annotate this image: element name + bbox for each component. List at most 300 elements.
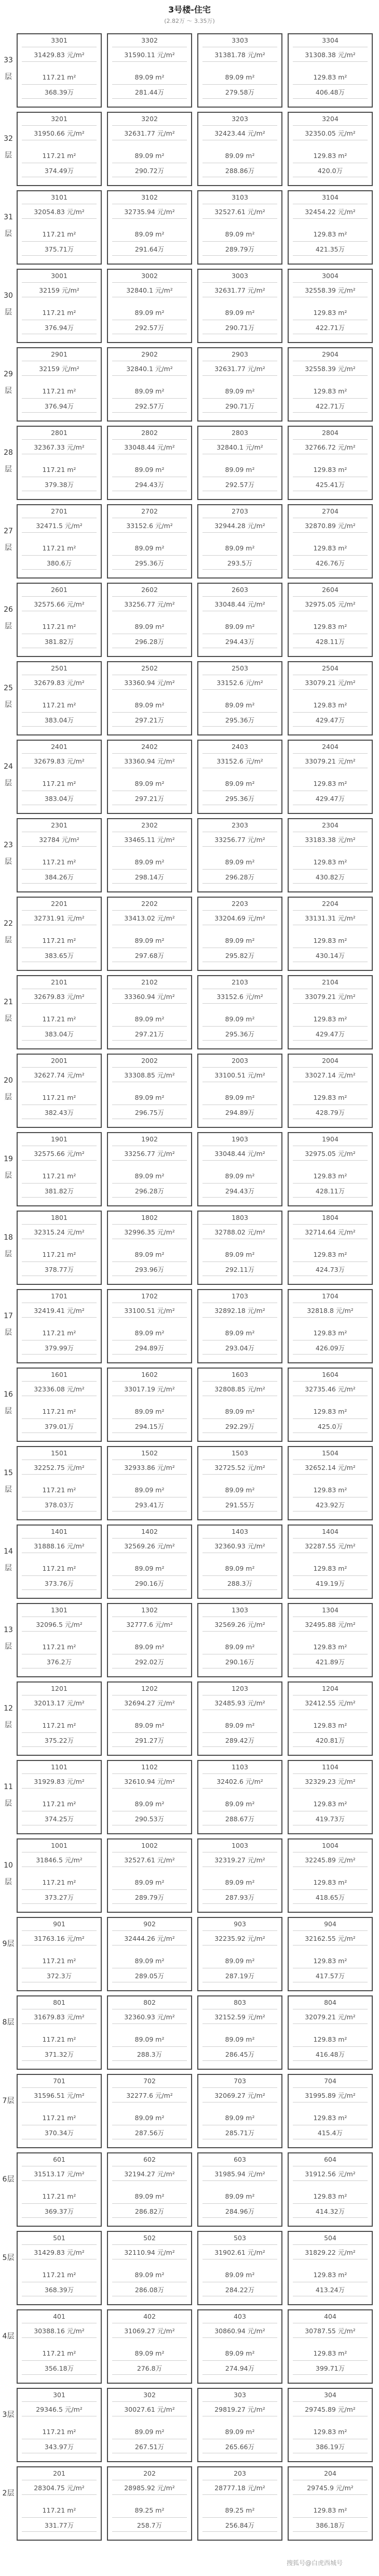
unit-price-per-sqm: 31381.78 元/m² — [214, 51, 265, 59]
cell-divider — [293, 1026, 368, 1027]
unit-number: 1404 — [322, 1528, 339, 1535]
unit-cell — [17, 2152, 102, 2227]
cell-divider — [22, 1418, 97, 1419]
cell-divider — [202, 125, 277, 126]
cell-divider — [112, 1474, 187, 1475]
cell-divider — [112, 1945, 187, 1946]
unit-cell — [288, 740, 373, 814]
unit-price-per-sqm: 33360.94 元/m² — [124, 679, 175, 687]
unit-number: 202 — [143, 2469, 156, 2477]
unit-cell — [288, 190, 373, 265]
unit-price-per-sqm: 32610.94 元/m² — [124, 1778, 175, 1785]
cell-divider — [22, 869, 97, 870]
cell-divider — [202, 439, 277, 440]
cell-divider — [293, 84, 368, 85]
unit-price-per-sqm: 32252.75 元/m² — [34, 1464, 85, 1471]
unit-price-per-sqm: 28985.92 元/m² — [124, 2484, 175, 2492]
unit-cell — [288, 1132, 373, 1206]
unit-area: 129.83 m² — [313, 2428, 347, 2436]
unit-cell — [197, 2309, 282, 2384]
unit-price-per-sqm: 32471.5 元/m² — [36, 522, 83, 530]
unit-total-price: 292.57万 — [134, 402, 165, 410]
unit-number: 1904 — [322, 1135, 339, 1143]
cell-divider — [202, 2217, 277, 2218]
unit-total-price: 426.09万 — [315, 1344, 345, 1352]
unit-area: 89.09 m² — [225, 1172, 255, 1180]
cell-divider — [293, 98, 368, 99]
cell-divider — [293, 1511, 368, 1512]
unit-total-price: 374.49万 — [44, 167, 74, 175]
unit-total-price: 428.79万 — [315, 1109, 345, 1116]
cell-divider — [202, 218, 277, 219]
unit-price-per-sqm: 33048.44 元/m² — [214, 1150, 265, 1158]
unit-total-price: 373.27万 — [44, 1894, 74, 1901]
unit-cell — [288, 1289, 373, 1363]
unit-total-price: 294.89万 — [225, 1109, 255, 1116]
cell-divider — [112, 726, 187, 727]
cell-divider — [112, 218, 187, 219]
unit-area: 129.83 m² — [313, 1878, 347, 1886]
unit-total-price: 293.96万 — [134, 1266, 165, 1273]
floor-row — [0, 1601, 379, 1679]
cell-divider — [202, 241, 277, 242]
unit-number: 2403 — [232, 743, 248, 751]
unit-area: 89.09 m² — [225, 387, 255, 395]
floor-label: 20层 — [4, 1076, 13, 1101]
unit-price-per-sqm: 32575.66 元/m² — [34, 600, 85, 608]
unit-total-price: 373.76万 — [44, 1580, 74, 1587]
unit-total-price: 374.25万 — [44, 1815, 74, 1823]
unit-area: 89.09 m² — [134, 387, 165, 395]
unit-area: 89.09 m² — [225, 1721, 255, 1729]
unit-price-per-sqm: 33079.21 元/m² — [305, 757, 356, 765]
unit-cell — [17, 33, 102, 108]
unit-area: 89.09 m² — [225, 623, 255, 630]
floor-label: 31层 — [4, 213, 13, 238]
floor-label: 22层 — [4, 919, 13, 944]
unit-number: 2603 — [232, 586, 248, 594]
unit-area: 89.09 m² — [225, 1486, 255, 1494]
unit-price-per-sqm: 32367.33 元/m² — [34, 443, 85, 451]
unit-price-per-sqm: 31069.27 元/m² — [124, 2327, 175, 2335]
unit-area: 89.09 m² — [134, 1015, 165, 1023]
unit-area: 89.09 m² — [225, 937, 255, 944]
unit-total-price: 279.58万 — [225, 88, 255, 96]
unit-number: 1901 — [51, 1135, 67, 1143]
unit-price-per-sqm: 32054.83 元/m² — [34, 208, 85, 216]
cell-divider — [293, 846, 368, 847]
floor-row — [0, 2386, 379, 2464]
unit-area: 89.09 m² — [225, 1015, 255, 1023]
unit-total-price: 429.47万 — [315, 716, 345, 724]
unit-area: 117.21 m² — [42, 2506, 76, 2514]
unit-price-per-sqm: 32694.27 元/m² — [124, 1699, 175, 1707]
page-title: 3号楼-住宅 — [168, 5, 211, 15]
unit-price-per-sqm: 32735.94 元/m² — [124, 208, 175, 216]
unit-area: 129.83 m² — [313, 2506, 347, 2514]
unit-area: 117.21 m² — [42, 2035, 76, 2043]
unit-number: 702 — [143, 2077, 156, 2085]
unit-area: 129.83 m² — [313, 73, 347, 81]
unit-total-price: 290.16万 — [225, 1658, 255, 1666]
unit-price-per-sqm: 30027.61 元/m² — [124, 2406, 175, 2413]
unit-total-price: 287.19万 — [225, 1972, 255, 1980]
unit-price-per-sqm: 30787.55 元/m² — [305, 2327, 356, 2335]
unit-total-price: 290.71万 — [225, 324, 255, 332]
cell-divider — [112, 2531, 187, 2532]
unit-number: 2104 — [322, 978, 339, 986]
unit-number: 1503 — [232, 1449, 248, 1457]
unit-number: 1104 — [322, 1763, 339, 1771]
unit-cell — [197, 112, 282, 186]
unit-price-per-sqm: 31929.83 元/m² — [34, 1778, 85, 1785]
unit-area: 89.25 m² — [134, 2506, 165, 2514]
unit-area: 129.83 m² — [313, 2271, 347, 2279]
unit-price-per-sqm: 32784 元/m² — [39, 836, 79, 844]
unit-price-per-sqm: 31829.22 元/m² — [305, 2249, 356, 2256]
unit-number: 3304 — [322, 36, 339, 44]
unit-number: 2404 — [322, 743, 339, 751]
cell-divider — [202, 2244, 277, 2245]
unit-total-price: 291.27万 — [134, 1737, 165, 1744]
unit-cell — [197, 2466, 282, 2541]
cell-divider — [22, 2360, 97, 2361]
cell-divider — [202, 375, 277, 376]
cell-divider — [112, 689, 187, 690]
unit-number: 3104 — [322, 193, 339, 201]
unit-total-price: 284.96万 — [225, 2207, 255, 2215]
cell-divider — [22, 1354, 97, 1355]
unit-price-per-sqm: 32412.55 元/m² — [305, 1699, 356, 1707]
unit-total-price: 421.35万 — [315, 245, 345, 253]
unit-area: 129.83 m² — [313, 1721, 347, 1729]
unit-area: 89.09 m² — [225, 1251, 255, 1258]
unit-number: 602 — [143, 2156, 156, 2163]
unit-number: 2903 — [232, 350, 248, 358]
unit-cell — [107, 1681, 192, 1756]
unit-number: 3202 — [141, 115, 158, 123]
unit-area: 89.09 m² — [225, 2035, 255, 2043]
unit-total-price: 293.04万 — [225, 1344, 255, 1352]
cell-divider — [293, 1183, 368, 1184]
unit-total-price: 281.44万 — [134, 88, 165, 96]
unit-cell — [197, 1211, 282, 1285]
unit-number: 204 — [324, 2469, 336, 2477]
floor-label: 15层 — [4, 1469, 13, 1494]
unit-area: 89.09 m² — [225, 1408, 255, 1415]
unit-total-price: 291.64万 — [134, 245, 165, 253]
cell-divider — [22, 2531, 97, 2532]
unit-number: 804 — [324, 1999, 336, 2006]
unit-cell — [288, 1760, 373, 1834]
unit-cell — [288, 1838, 373, 1913]
cell-divider — [293, 1474, 368, 1475]
unit-total-price: 384.26万 — [44, 873, 74, 881]
unit-area: 89.09 m² — [225, 858, 255, 866]
unit-cell — [288, 2309, 373, 2384]
unit-area: 89.09 m² — [134, 1408, 165, 1415]
floor-row — [0, 345, 379, 424]
unit-price-per-sqm: 32631.77 元/m² — [214, 286, 265, 294]
unit-area: 89.09 m² — [134, 1565, 165, 1572]
cell-divider — [22, 910, 97, 911]
unit-area: 129.83 m² — [313, 701, 347, 709]
unit-area: 117.21 m² — [42, 2428, 76, 2436]
unit-price-per-sqm: 32419.41 元/m² — [34, 1307, 85, 1315]
unit-number: 604 — [324, 2156, 336, 2163]
unit-area: 129.83 m² — [313, 387, 347, 395]
unit-total-price: 293.5万 — [227, 559, 253, 567]
unit-total-price: 380.6万 — [46, 559, 72, 567]
unit-cell — [197, 1368, 282, 1442]
unit-area: 117.21 m² — [42, 1251, 76, 1258]
cell-divider — [22, 1183, 97, 1184]
unit-total-price: 386.18万 — [315, 2521, 345, 2529]
unit-price-per-sqm: 32840.1 元/m² — [126, 365, 173, 373]
cell-divider — [293, 2023, 368, 2024]
unit-total-price: 428.11万 — [315, 1187, 345, 1195]
unit-number: 603 — [234, 2156, 246, 2163]
unit-area: 89.09 m² — [134, 1329, 165, 1337]
cell-divider — [293, 2087, 368, 2088]
unit-number: 2401 — [51, 743, 67, 751]
unit-total-price: 379.99万 — [44, 1344, 74, 1352]
unit-cell — [288, 1524, 373, 1599]
unit-area: 89.09 m² — [225, 152, 255, 160]
unit-number: 701 — [53, 2077, 65, 2085]
unit-cell — [107, 1132, 192, 1206]
unit-total-price: 420.81万 — [315, 1737, 345, 1744]
cell-divider — [202, 689, 277, 690]
unit-number: 1601 — [51, 1371, 67, 1378]
cell-divider — [293, 596, 368, 597]
unit-price-per-sqm: 31596.51 元/m² — [34, 2092, 85, 2099]
cell-divider — [22, 84, 97, 85]
unit-price-per-sqm: 33308.85 元/m² — [124, 1071, 175, 1079]
unit-area: 89.09 m² — [134, 780, 165, 787]
floor-label: 17层 — [4, 1312, 13, 1337]
floor-row — [0, 267, 379, 345]
unit-area: 129.83 m² — [313, 623, 347, 630]
unit-price-per-sqm: 32287.55 元/m² — [305, 1542, 356, 1550]
unit-area: 129.83 m² — [313, 1408, 347, 1415]
unit-price-per-sqm: 33079.21 元/m² — [305, 993, 356, 1001]
unit-price-per-sqm: 28777.18 元/m² — [214, 2484, 265, 2492]
cell-divider — [202, 726, 277, 727]
floor-label: 14层 — [4, 1547, 13, 1572]
unit-total-price: 383.04万 — [44, 795, 74, 803]
cell-divider — [293, 2060, 368, 2061]
unit-number: 2101 — [51, 978, 67, 986]
cell-divider — [112, 1538, 187, 1539]
unit-area: 129.83 m² — [313, 1329, 347, 1337]
unit-price-per-sqm: 32766.72 元/m² — [305, 443, 356, 451]
floor-row — [0, 2150, 379, 2229]
unit-total-price: 343.97万 — [44, 2443, 74, 2451]
cell-divider — [293, 375, 368, 376]
unit-cell — [17, 1838, 102, 1913]
unit-number: 2503 — [232, 664, 248, 672]
unit-total-price: 296.28万 — [225, 873, 255, 881]
floor-label: 2层 — [2, 2489, 15, 2498]
unit-number: 1801 — [51, 1214, 67, 1221]
unit-area: 89.09 m² — [225, 230, 255, 238]
cell-divider — [202, 2023, 277, 2024]
unit-number: 1702 — [141, 1292, 158, 1300]
cell-divider — [22, 1511, 97, 1512]
unit-number: 1903 — [232, 1135, 248, 1143]
unit-total-price: 375.22万 — [44, 1737, 74, 1744]
cell-divider — [293, 61, 368, 62]
cell-divider — [293, 726, 368, 727]
unit-price-per-sqm: 33048.44 元/m² — [124, 443, 175, 451]
unit-number: 2003 — [232, 1057, 248, 1064]
unit-cell — [107, 190, 192, 265]
cell-divider — [112, 1930, 187, 1931]
unit-cell — [197, 740, 282, 814]
unit-number: 3004 — [322, 272, 339, 280]
cell-divider — [22, 2217, 97, 2218]
cell-divider — [112, 2401, 187, 2402]
cell-divider — [202, 2401, 277, 2402]
unit-cell — [17, 1603, 102, 1677]
unit-price-per-sqm: 33204.69 元/m² — [214, 914, 265, 922]
unit-area: 129.83 m² — [313, 544, 347, 552]
cell-divider — [202, 1788, 277, 1789]
unit-cell — [17, 2388, 102, 2462]
unit-area: 89.09 m² — [134, 1172, 165, 1180]
unit-cell — [288, 975, 373, 1049]
unit-price-per-sqm: 31513.17 元/m² — [34, 2170, 85, 2178]
cell-divider — [293, 1224, 368, 1225]
unit-total-price: 297.21万 — [134, 716, 165, 724]
cell-divider — [293, 1889, 368, 1890]
cell-divider — [293, 1631, 368, 1632]
unit-total-price: 267.51万 — [134, 2443, 165, 2451]
unit-price-per-sqm: 31429.83 元/m² — [34, 51, 85, 59]
unit-cell — [17, 583, 102, 657]
unit-number: 3102 — [141, 193, 158, 201]
price-range-subtitle: (2.82万 ～ 3.35万) — [164, 18, 215, 24]
unit-total-price: 287.56万 — [134, 2129, 165, 2137]
cell-divider — [112, 2087, 187, 2088]
unit-total-price: 286.08万 — [134, 2286, 165, 2294]
unit-cell — [197, 1054, 282, 1128]
cell-divider — [293, 1930, 368, 1931]
unit-price-per-sqm: 32079.21 元/m² — [305, 2013, 356, 2021]
unit-number: 3101 — [51, 193, 67, 201]
unit-total-price: 295.82万 — [225, 952, 255, 960]
cell-divider — [112, 1432, 187, 1433]
floor-label: 27层 — [4, 527, 13, 552]
unit-price-per-sqm: 33360.94 元/m² — [124, 993, 175, 1001]
unit-area: 129.83 m² — [313, 2114, 347, 2122]
unit-price-per-sqm: 32627.74 元/m² — [34, 1071, 85, 1079]
floor-label: 28层 — [4, 449, 13, 474]
unit-cell — [107, 269, 192, 343]
unit-area: 117.21 m² — [42, 1172, 76, 1180]
unit-total-price: 368.39万 — [44, 88, 74, 96]
unit-number: 2702 — [141, 507, 158, 515]
unit-price-per-sqm: 33079.21 元/m² — [305, 679, 356, 687]
unit-total-price: 296.75万 — [134, 1109, 165, 1116]
cell-divider — [293, 2531, 368, 2532]
unit-total-price: 285.71万 — [225, 2129, 255, 2137]
unit-total-price: 295.36万 — [225, 1030, 255, 1038]
unit-number: 3204 — [322, 115, 339, 123]
unit-cell — [107, 1760, 192, 1834]
cell-divider — [112, 98, 187, 99]
unit-number: 403 — [234, 2312, 246, 2320]
cell-divider — [112, 2494, 187, 2495]
unit-cell — [17, 975, 102, 1049]
unit-cell — [17, 818, 102, 892]
floor-label: 11层 — [4, 1783, 13, 1808]
unit-total-price: 370.34万 — [44, 2129, 74, 2137]
unit-price-per-sqm: 33017.19 元/m² — [124, 1385, 175, 1393]
unit-price-per-sqm: 31763.16 元/m² — [34, 1935, 85, 1942]
cell-divider — [22, 98, 97, 99]
unit-total-price: 287.93万 — [225, 1894, 255, 1901]
unit-price-per-sqm: 33413.02 元/m² — [124, 914, 175, 922]
cell-divider — [293, 1432, 368, 1433]
cell-divider — [22, 439, 97, 440]
cell-divider — [202, 569, 277, 570]
unit-total-price: 419.73万 — [315, 1815, 345, 1823]
unit-area: 129.83 m² — [313, 2192, 347, 2200]
unit-number: 1701 — [51, 1292, 67, 1300]
unit-area: 129.83 m² — [313, 152, 347, 160]
cell-divider — [202, 1773, 277, 1774]
unit-cell — [107, 975, 192, 1049]
unit-number: 503 — [234, 2234, 246, 2242]
unit-price-per-sqm: 32454.22 元/m² — [305, 208, 356, 216]
unit-area: 117.21 m² — [42, 544, 76, 552]
floor-row — [0, 2072, 379, 2150]
cell-divider — [202, 1354, 277, 1355]
unit-cell — [107, 1054, 192, 1128]
cell-divider — [202, 1511, 277, 1512]
unit-area: 117.21 m² — [42, 230, 76, 238]
unit-price-per-sqm: 32110.94 元/m² — [124, 2249, 175, 2256]
unit-number: 1704 — [322, 1292, 339, 1300]
cell-divider — [112, 1616, 187, 1617]
unit-price-per-sqm: 32777.6 元/m² — [126, 1621, 173, 1628]
unit-price-per-sqm: 32569.26 元/m² — [214, 1621, 265, 1628]
unit-number: 201 — [53, 2469, 65, 2477]
unit-cell — [107, 1838, 192, 1913]
unit-price-per-sqm: 33360.94 元/m² — [124, 757, 175, 765]
unit-area: 117.21 m² — [42, 466, 76, 474]
unit-area: 117.21 m² — [42, 2271, 76, 2279]
unit-price-per-sqm: 30388.16 元/m² — [34, 2327, 85, 2335]
unit-cell — [17, 661, 102, 735]
unit-number: 304 — [324, 2391, 336, 2399]
unit-number: 901 — [53, 1920, 65, 1928]
cell-divider — [293, 2180, 368, 2181]
floor-row — [0, 2464, 379, 2543]
unit-cell — [17, 1681, 102, 1756]
unit-total-price: 290.72万 — [134, 167, 165, 175]
unit-total-price: 298.14万 — [134, 873, 165, 881]
unit-total-price: 376.94万 — [44, 324, 74, 332]
unit-number: 2501 — [51, 664, 67, 672]
unit-cell — [197, 2152, 282, 2227]
unit-total-price: 293.41万 — [134, 1501, 165, 1509]
cell-divider — [202, 1616, 277, 1617]
cell-divider — [112, 2217, 187, 2218]
unit-total-price: 295.36万 — [225, 795, 255, 803]
